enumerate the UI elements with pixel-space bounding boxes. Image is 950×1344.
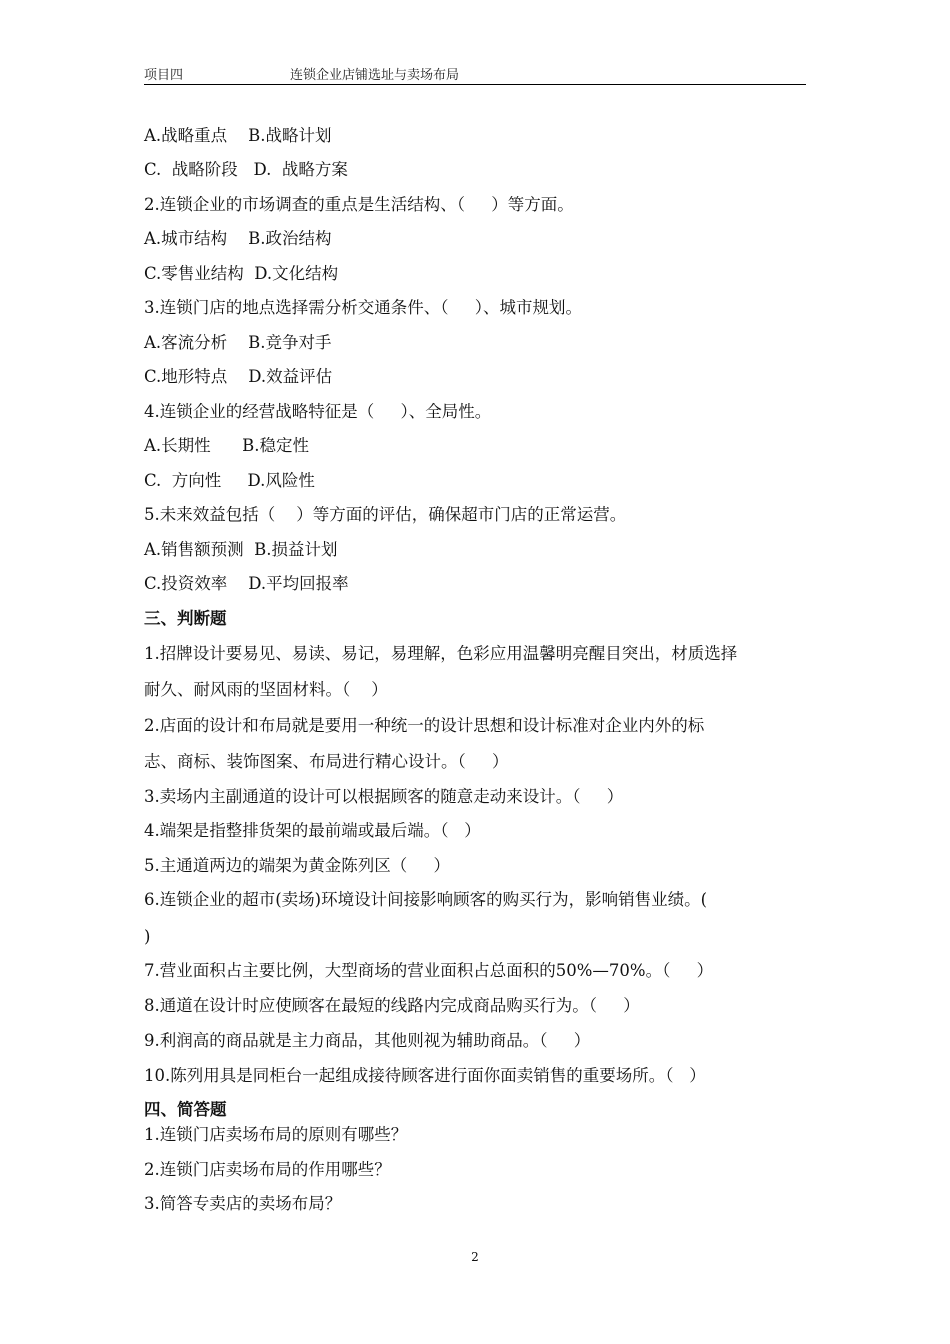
question-line: 3.连锁门店的地点选择需分析交通条件、（ ）、城市规划。 [144,298,582,317]
option-line: C.零售业结构 D.文化结构 [144,264,339,283]
option-line: C. 战略阶段 D. 战略方案 [144,160,348,179]
question-line: ) [144,927,151,946]
question-line: 2.连锁企业的市场调查的重点是生活结构、（ ）等方面。 [144,195,574,214]
question-line: 1.招牌设计要易见、易读、易记，易理解，色彩应用温馨明亮醒目突出，材质选择 [144,644,738,663]
question-line: 3.卖场内主副通道的设计可以根据顾客的随意走动来设计。（ ） [144,787,624,806]
question-line: 8.通道在设计时应使顾客在最短的线路内完成商品购买行为。（ ） [144,996,640,1015]
header-project: 项目四 [144,68,184,83]
question-line: 2.连锁门店卖场布局的作用哪些？ [144,1160,391,1179]
question-line: 9.利润高的商品就是主力商品，其他则视为辅助商品。（ ） [144,1031,591,1050]
header-rule [144,84,806,85]
page-number: 2 [471,1250,479,1264]
option-line: A.城市结构 B.政治结构 [144,229,332,248]
question-line: 6.连锁企业的超市(卖场)环境设计间接影响顾客的购买行为，影响销售业绩。( [144,890,708,909]
question-line: 3.简答专卖店的卖场布局？ [144,1194,342,1213]
question-line: 10.陈列用具是同柜台一起组成接待顾客进行面你面卖销售的重要场所。（ ） [144,1066,706,1085]
question-line: 5.未来效益包括（ ）等方面的评估，确保超市门店的正常运营。 [144,505,627,524]
option-line: C.投资效率 D.平均回报率 [144,574,349,593]
option-line: A.战略重点 B.战略计划 [144,126,332,145]
header-title: 连锁企业店铺选址与卖场布局 [290,68,460,83]
section-heading: 三、判断题 [144,609,227,628]
option-line: C. 方向性 D.风险性 [144,471,315,490]
question-line: 志、商标、装饰图案、布局进行精心设计。（ ） [144,752,509,771]
option-line: C.地形特点 D.效益评估 [144,367,333,386]
question-line: 耐久、耐风雨的坚固材料。（ ） [144,680,388,699]
question-line: 4.端架是指整排货架的最前端或最后端。（ ） [144,821,481,840]
page-header [144,64,806,84]
option-line: A.客流分析 B.竞争对手 [144,333,332,352]
section-heading: 四、简答题 [144,1100,227,1119]
question-line: 1.连锁门店卖场布局的原则有哪些？ [144,1125,408,1144]
question-line: 7.营业面积占主要比例，大型商场的营业面积占总面积的50%—70%。（ ） [144,961,714,980]
question-line: 4.连锁企业的经营战略特征是（ ）、全局性。 [144,402,492,421]
option-line: A.长期性 B.稳定性 [144,436,309,455]
question-line: 5.主通道两边的端架为黄金陈列区（ ） [144,856,450,875]
question-line: 2.店面的设计和布局就是要用一种统一的设计思想和设计标准对企业内外的标 [144,716,705,735]
option-line: A.销售额预测 B.损益计划 [144,540,338,559]
